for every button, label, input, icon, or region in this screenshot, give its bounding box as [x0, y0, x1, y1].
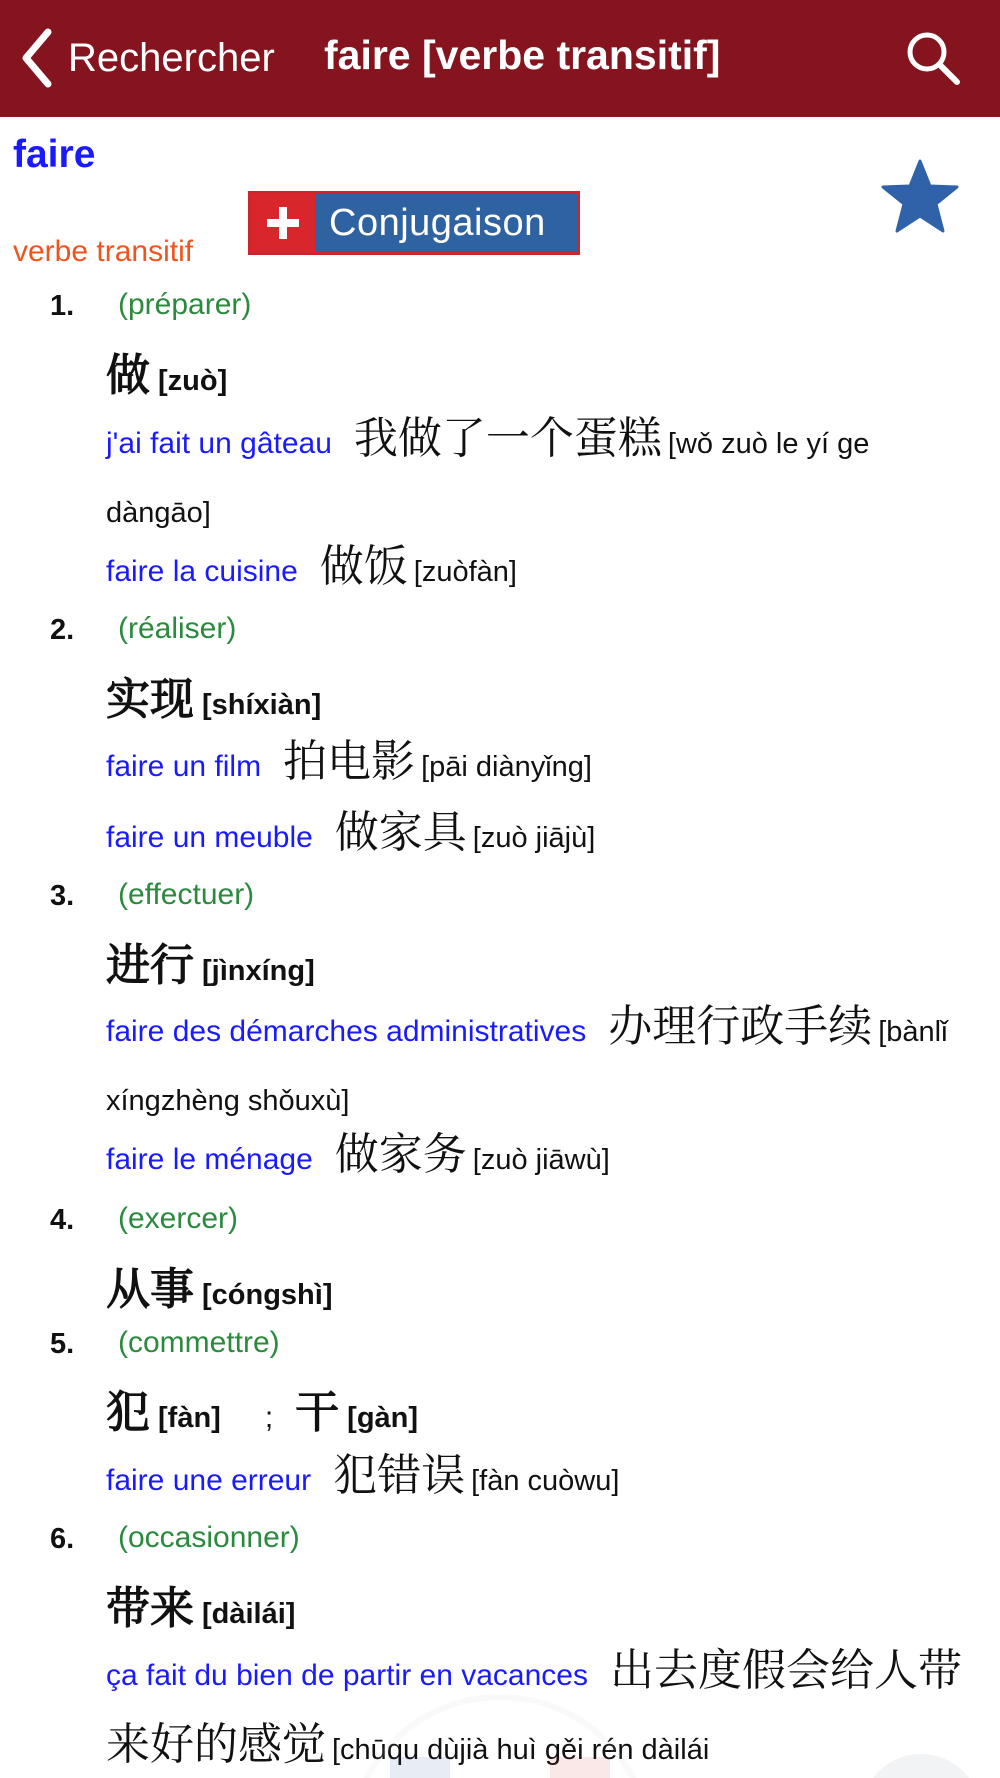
translation	[106, 1253, 333, 1317]
translation-pinyin: [shíxiàn]	[202, 689, 322, 721]
translation-chinese: 进行	[106, 941, 194, 990]
sense-number: 1.	[50, 290, 75, 322]
conjugation-button[interactable]	[248, 191, 580, 255]
example	[106, 407, 976, 550]
translation-chinese: 做	[106, 351, 150, 400]
chevron-left-icon	[18, 26, 58, 90]
sense-gloss: (préparer)	[118, 288, 252, 321]
example-chinese: 办理行政手续	[608, 1002, 873, 1051]
sense-gloss: (réaliser)	[118, 612, 237, 645]
nav-bar	[0, 0, 1000, 117]
translation	[106, 1572, 295, 1636]
translation-chinese: 从事	[106, 1265, 194, 1314]
sense-gloss: (occasionner)	[118, 1521, 300, 1554]
translation-chinese: 带来	[106, 1584, 194, 1633]
star-icon	[880, 157, 960, 237]
example-chinese: 我做了一个蛋糕	[353, 414, 662, 463]
translation-chinese: 实现	[106, 675, 194, 724]
translation-pinyin: [fàn]	[158, 1402, 221, 1434]
headword: faire	[13, 133, 96, 176]
example-french: faire une erreur	[106, 1464, 312, 1497]
example	[106, 1639, 976, 1778]
example-pinyin: [chūqu dùjià huì gěi rén dàilái	[332, 1734, 710, 1766]
example-pinyin: [zuòfàn]	[413, 556, 517, 588]
example-chinese: 出去度假会给人带来好的感觉	[106, 1646, 962, 1769]
example-chinese: 做家务	[334, 1130, 467, 1179]
translation-separator: ;	[264, 1401, 274, 1434]
translation-chinese: 干	[295, 1388, 340, 1437]
favorite-button[interactable]	[880, 157, 960, 237]
example	[106, 1444, 976, 1518]
example	[106, 995, 976, 1138]
example-pinyin: [wǒ zuò le yí ge dàngāo]	[106, 428, 870, 529]
example	[106, 535, 976, 609]
example-chinese: 做家具	[334, 808, 467, 857]
translation-pinyin: [gàn]	[347, 1402, 419, 1434]
sense-number: 3.	[50, 880, 75, 912]
example-french: j'ai fait un gâteau	[106, 427, 332, 460]
sense-number: 2.	[50, 614, 75, 646]
conjugation-label: Conjugaison	[329, 201, 546, 244]
back-button[interactable]	[18, 20, 275, 96]
example-french: faire un meuble	[106, 821, 313, 854]
entry-content	[0, 117, 1000, 1778]
sense-gloss: (exercer)	[118, 1202, 239, 1235]
translation	[106, 339, 227, 403]
sense-number: 6.	[50, 1523, 75, 1555]
example	[106, 730, 976, 804]
sense-gloss: (effectuer)	[118, 878, 255, 911]
example-chinese: 拍电影	[283, 737, 416, 786]
example	[106, 801, 976, 875]
example-pinyin: [fàn cuòwu]	[471, 1465, 620, 1497]
page-title: faire [verbe transitif]	[324, 32, 721, 78]
example-pinyin: [pāi diànyǐng]	[421, 751, 592, 783]
translation-pinyin: [jìnxíng]	[202, 955, 315, 987]
example-french: faire un film	[106, 750, 262, 783]
plus-icon	[251, 194, 315, 252]
example-chinese: 做饭	[319, 542, 408, 591]
example-pinyin: [zuò jiājù]	[472, 822, 596, 854]
translation	[106, 1376, 418, 1440]
search-button[interactable]	[903, 28, 963, 88]
search-icon	[903, 28, 963, 88]
translation	[106, 929, 315, 993]
example-pinyin: [zuò jiāwù]	[472, 1144, 610, 1176]
example-french: faire le ménage	[106, 1143, 313, 1176]
example-chinese: 犯错误	[333, 1451, 466, 1500]
example-french: ça fait du bien de partir en vacances	[106, 1659, 588, 1692]
sense-number: 4.	[50, 1204, 75, 1236]
translation-chinese: 犯	[106, 1388, 150, 1437]
sense-number: 5.	[50, 1328, 75, 1360]
example	[106, 1123, 976, 1197]
translation-pinyin: [zuò]	[158, 365, 228, 397]
example-french: faire des démarches administratives	[106, 1015, 587, 1048]
part-of-speech: verbe transitif	[13, 235, 194, 268]
translation	[106, 663, 321, 727]
translation-pinyin: [cóngshì]	[202, 1279, 333, 1311]
back-label: Rechercher	[68, 35, 275, 80]
translation-pinyin: [dàilái]	[202, 1598, 296, 1630]
sense-gloss: (commettre)	[118, 1326, 280, 1359]
example-french: faire la cuisine	[106, 555, 298, 588]
example-pinyin: [bànlǐ xíngzhèng shǒuxù]	[106, 1016, 948, 1117]
